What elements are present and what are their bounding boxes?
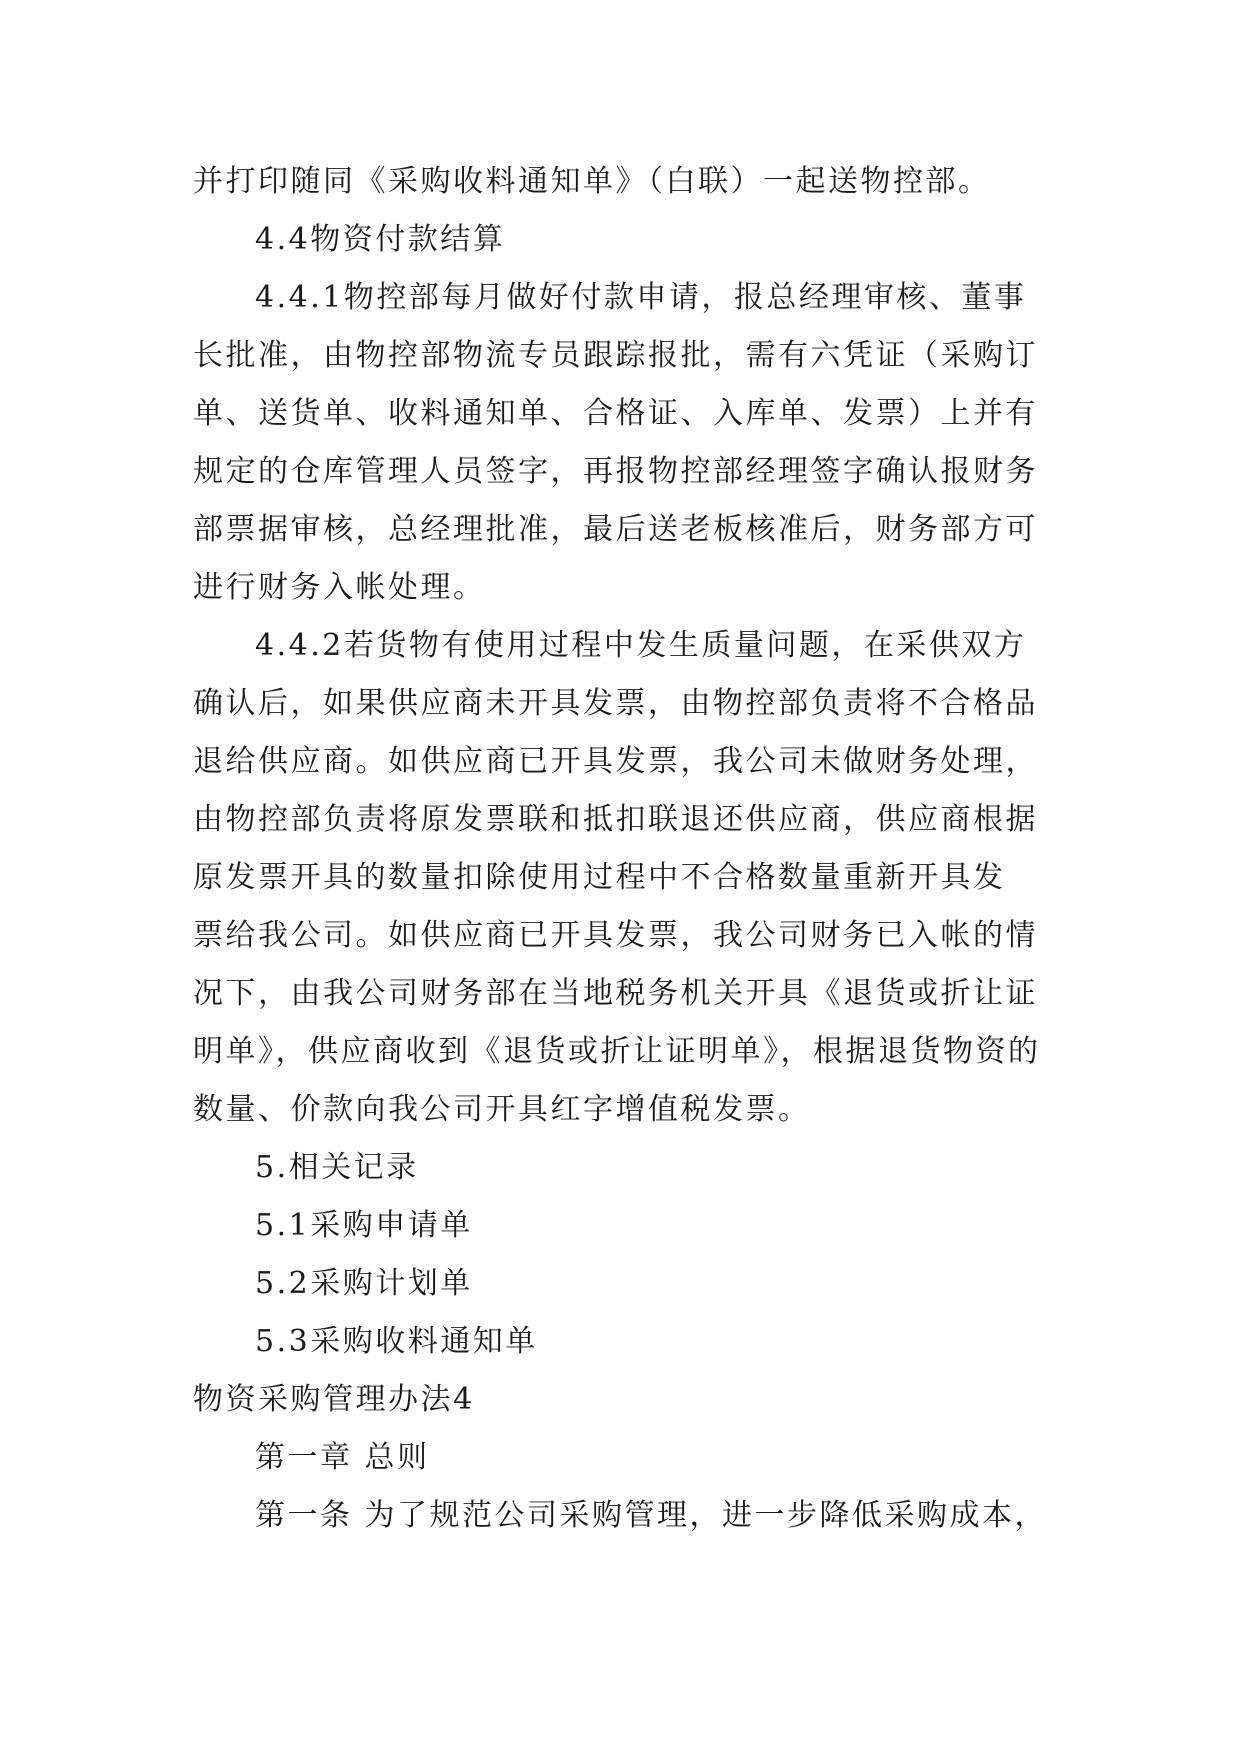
paragraph-line: 票给我公司。如供应商已开具发票，我公司财务已入帐的情 xyxy=(193,918,1038,953)
paragraph-line: 退给供应商。如供应商已开具发票，我公司未做财务处理， xyxy=(193,744,1038,779)
list-item: 5.3采购收料通知单 xyxy=(255,1324,538,1359)
paragraph-line: 由物控部负责将原发票联和抵扣联退还供应商，供应商根据 xyxy=(193,802,1038,837)
section-heading: 5.相关记录 xyxy=(255,1150,419,1185)
chapter-heading: 第一章 总则 xyxy=(255,1440,430,1475)
paragraph-line: 第一条 为了规范公司采购管理，进一步降低采购成本， xyxy=(255,1498,1048,1533)
section-heading: 4.4物资付款结算 xyxy=(255,222,506,257)
paragraph-line: 部票据审核，总经理批准，最后送老板核准后，财务部方可 xyxy=(193,512,1038,547)
document-body xyxy=(193,153,1053,1545)
document-title: 物资采购管理办法4 xyxy=(193,1382,475,1417)
paragraph-line: 况下，由我公司财务部在当地税务机关开具《退货或折让证 xyxy=(193,976,1038,1011)
paragraph-line: 确认后，如果供应商未开具发票，由物控部负责将不合格品 xyxy=(193,686,1038,721)
text-line: 并打印随同《采购收料通知单》（白联）一起送物控部。 xyxy=(193,164,991,199)
paragraph-line: 4.4.1物控部每月做好付款申请，报总经理审核、董事 xyxy=(255,280,1027,315)
list-item: 5.2采购计划单 xyxy=(255,1266,473,1301)
paragraph-line: 明单》，供应商收到《退货或折让证明单》，根据退货物资的 xyxy=(193,1034,1041,1069)
paragraph-line: 长批准，由物控部物流专员跟踪报批，需有六凭证（采购订 xyxy=(193,338,1038,373)
paragraph-line: 原发票开具的数量扣除使用过程中不合格数量重新开具发 xyxy=(193,860,1006,895)
paragraph-line: 数量、价款向我公司开具红字增值税发票。 xyxy=(193,1092,811,1127)
paragraph-line: 进行财务入帐处理。 xyxy=(193,570,486,605)
paragraph-line: 4.4.2若货物有使用过程中发生质量问题，在采供双方 xyxy=(255,628,1027,663)
list-item: 5.1采购申请单 xyxy=(255,1208,473,1243)
paragraph-line: 规定的仓库管理人员签字，再报物控部经理签字确认报财务 xyxy=(193,454,1038,489)
paragraph-line: 单、送货单、收料通知单、合格证、入库单、发票）上并有 xyxy=(193,396,1038,431)
